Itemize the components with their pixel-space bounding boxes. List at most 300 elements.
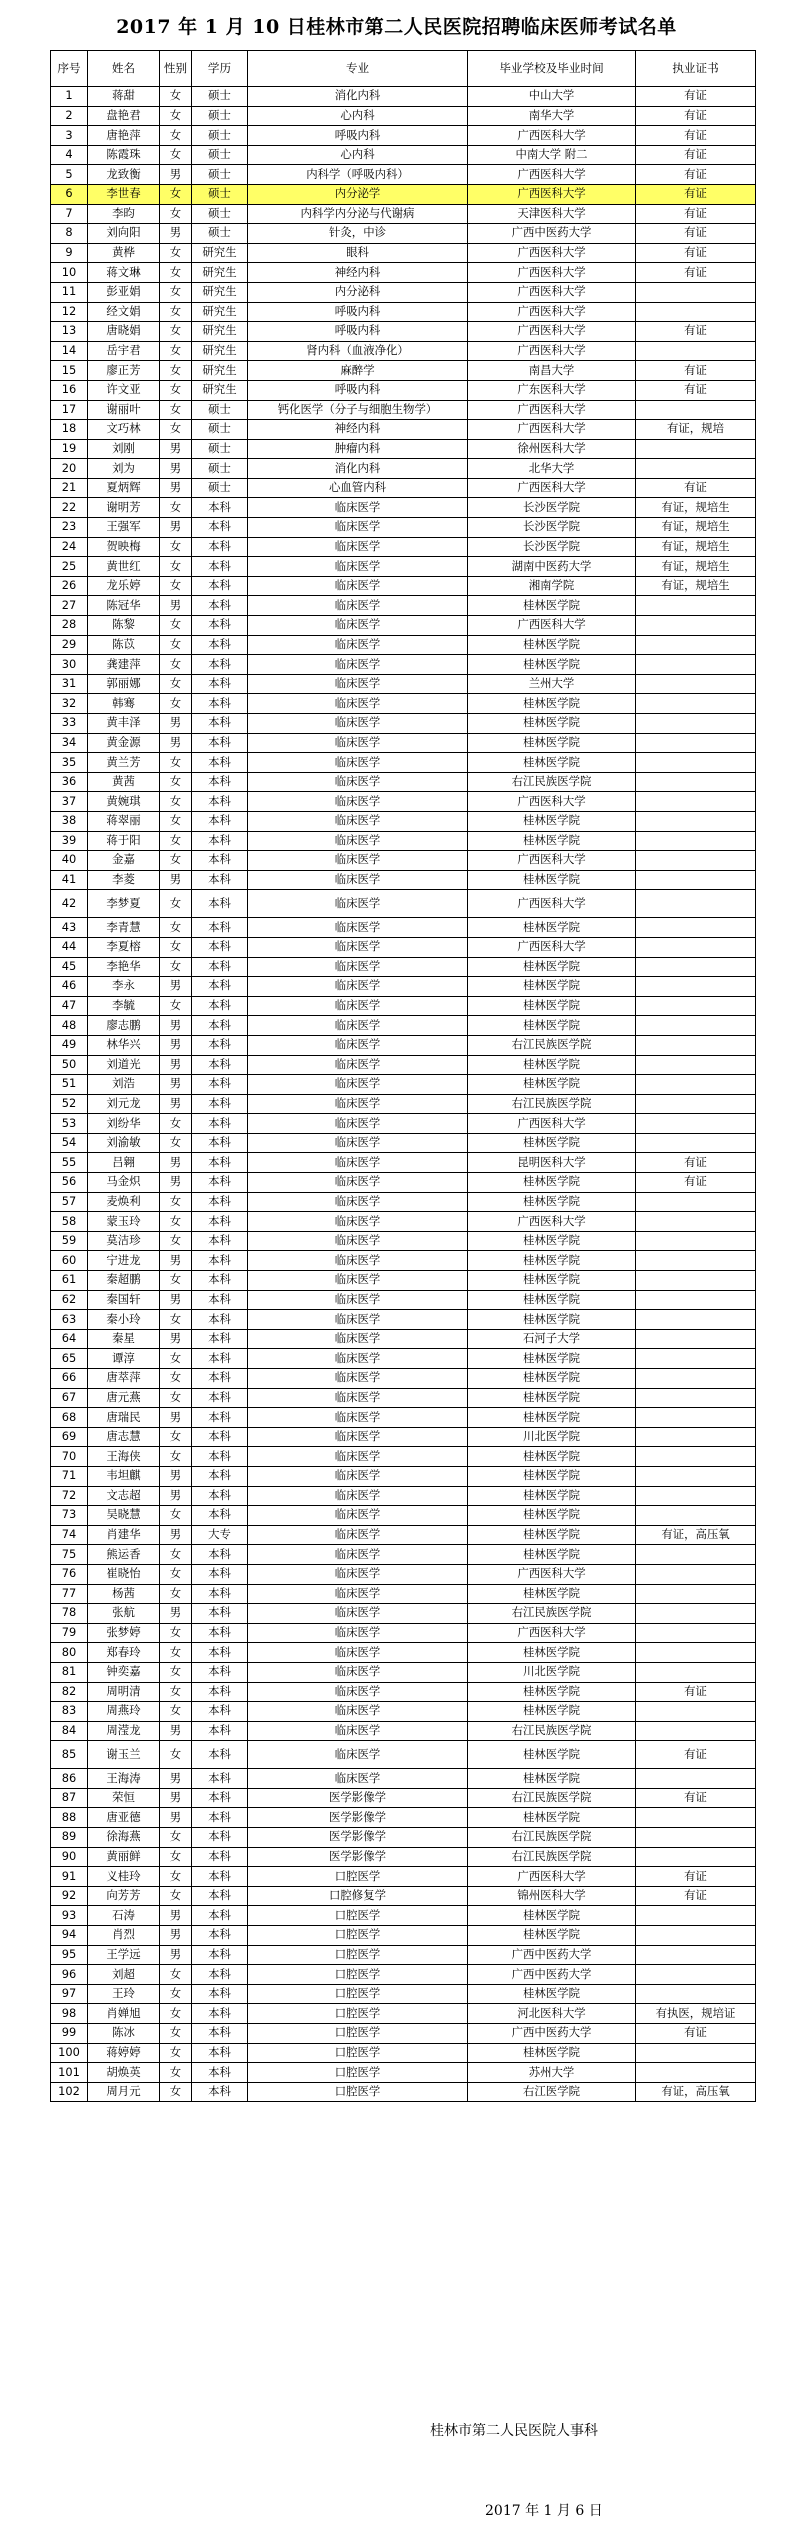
cell-gender: 男 xyxy=(160,439,192,459)
cell-gender: 男 xyxy=(160,1094,192,1114)
cell-seq: 89 xyxy=(51,1828,88,1848)
cell-degree: 本科 xyxy=(192,616,248,636)
cell-name: 韦坦麒 xyxy=(88,1466,160,1486)
cell-seq: 25 xyxy=(51,557,88,577)
cell-gender: 女 xyxy=(160,361,192,381)
cell-name: 李永 xyxy=(88,977,160,997)
cell-gender: 女 xyxy=(160,1682,192,1702)
cell-major: 内分泌学 xyxy=(248,184,468,204)
cell-degree: 硕士 xyxy=(192,87,248,107)
cell-seq: 54 xyxy=(51,1133,88,1153)
cell-degree: 研究生 xyxy=(192,263,248,283)
cell-gender: 女 xyxy=(160,1623,192,1643)
cell-school: 广西医科大学 xyxy=(468,184,636,204)
cell-license: 有证 xyxy=(636,184,756,204)
cell-degree: 本科 xyxy=(192,1192,248,1212)
cell-gender: 男 xyxy=(160,1153,192,1173)
cell-license: 有证 xyxy=(636,1153,756,1173)
cell-name: 郭丽娜 xyxy=(88,674,160,694)
cell-seq: 10 xyxy=(51,263,88,283)
cell-degree: 硕士 xyxy=(192,224,248,244)
cell-school: 桂林医学院 xyxy=(468,1545,636,1565)
table-row xyxy=(51,322,756,342)
cell-major: 临床医学 xyxy=(248,996,468,1016)
cell-license xyxy=(636,1329,756,1349)
cell-gender: 女 xyxy=(160,341,192,361)
cell-gender: 女 xyxy=(160,635,192,655)
table-row xyxy=(51,1564,756,1584)
cell-school: 桂林医学院 xyxy=(468,1055,636,1075)
cell-major: 临床医学 xyxy=(248,772,468,792)
table-row xyxy=(51,224,756,244)
cell-seq: 97 xyxy=(51,1984,88,2004)
cell-major: 临床医学 xyxy=(248,918,468,938)
cell-school: 广西医科大学 xyxy=(468,1564,636,1584)
cell-license: 有证 xyxy=(636,1173,756,1193)
table-row xyxy=(51,341,756,361)
table-row xyxy=(51,204,756,224)
cell-major: 临床医学 xyxy=(248,1035,468,1055)
cell-degree: 本科 xyxy=(192,1271,248,1291)
cell-seq: 68 xyxy=(51,1408,88,1428)
cell-school: 桂林医学院 xyxy=(468,1290,636,1310)
table-row xyxy=(51,1075,756,1095)
cell-gender: 女 xyxy=(160,1564,192,1584)
cell-major: 临床医学 xyxy=(248,655,468,675)
cell-license xyxy=(636,302,756,322)
cell-degree: 本科 xyxy=(192,918,248,938)
cell-major: 口腔医学 xyxy=(248,1926,468,1946)
cell-degree: 本科 xyxy=(192,1564,248,1584)
cell-degree: 本科 xyxy=(192,596,248,616)
table-row xyxy=(51,302,756,322)
header-seq: 序号 xyxy=(51,51,88,87)
cell-seq: 16 xyxy=(51,380,88,400)
cell-school: 川北医学院 xyxy=(468,1662,636,1682)
cell-license: 有证 xyxy=(636,106,756,126)
cell-degree: 本科 xyxy=(192,1075,248,1095)
cell-major: 内分泌科 xyxy=(248,282,468,302)
cell-license: 有证 xyxy=(636,2024,756,2044)
cell-major: 医学影像学 xyxy=(248,1808,468,1828)
cell-seq: 11 xyxy=(51,282,88,302)
cell-license: 有证 xyxy=(636,204,756,224)
cell-seq: 41 xyxy=(51,870,88,890)
table-row xyxy=(51,1290,756,1310)
cell-seq: 44 xyxy=(51,937,88,957)
cell-gender: 女 xyxy=(160,1506,192,1526)
cell-license xyxy=(636,1310,756,1330)
cell-school: 广西医科大学 xyxy=(468,243,636,263)
cell-seq: 13 xyxy=(51,322,88,342)
table-row xyxy=(51,518,756,538)
cell-name: 唐萃萍 xyxy=(88,1369,160,1389)
cell-seq: 40 xyxy=(51,851,88,871)
cell-gender: 女 xyxy=(160,1231,192,1251)
cell-major: 临床医学 xyxy=(248,1741,468,1769)
cell-school: 右江医学院 xyxy=(468,2082,636,2102)
cell-gender: 男 xyxy=(160,1906,192,1926)
cell-license xyxy=(636,831,756,851)
cell-degree: 本科 xyxy=(192,890,248,918)
cell-gender: 女 xyxy=(160,106,192,126)
cell-seq: 33 xyxy=(51,714,88,734)
header-name: 姓名 xyxy=(88,51,160,87)
cell-gender: 女 xyxy=(160,420,192,440)
cell-name: 经文娟 xyxy=(88,302,160,322)
table-row xyxy=(51,1623,756,1643)
cell-degree: 本科 xyxy=(192,1906,248,1926)
cell-name: 吴晓慧 xyxy=(88,1506,160,1526)
cell-license xyxy=(636,1114,756,1134)
table-row xyxy=(51,165,756,185)
cell-school: 桂林医学院 xyxy=(468,596,636,616)
cell-school: 广西医科大学 xyxy=(468,478,636,498)
cell-license xyxy=(636,1808,756,1828)
cell-school: 桂林医学院 xyxy=(468,1388,636,1408)
cell-license: 有证 xyxy=(636,380,756,400)
cell-major: 临床医学 xyxy=(248,1623,468,1643)
cell-seq: 66 xyxy=(51,1369,88,1389)
cell-name: 金嘉 xyxy=(88,851,160,871)
cell-degree: 本科 xyxy=(192,1094,248,1114)
cell-degree: 本科 xyxy=(192,937,248,957)
cell-name: 唐瑞民 xyxy=(88,1408,160,1428)
cell-license: 有证，规培生 xyxy=(636,557,756,577)
cell-major: 内科学（呼吸内科） xyxy=(248,165,468,185)
table-header-row xyxy=(51,51,756,87)
table-row xyxy=(51,1525,756,1545)
cell-seq: 49 xyxy=(51,1035,88,1055)
cell-gender: 女 xyxy=(160,1584,192,1604)
cell-degree: 本科 xyxy=(192,851,248,871)
cell-seq: 96 xyxy=(51,1965,88,1985)
cell-gender: 男 xyxy=(160,1075,192,1095)
cell-name: 蒋于阳 xyxy=(88,831,160,851)
cell-school: 广西医科大学 xyxy=(468,890,636,918)
cell-license xyxy=(636,937,756,957)
cell-major: 临床医学 xyxy=(248,957,468,977)
cell-license xyxy=(636,733,756,753)
cell-major: 口腔修复学 xyxy=(248,1886,468,1906)
cell-gender: 女 xyxy=(160,674,192,694)
cell-seq: 90 xyxy=(51,1847,88,1867)
cell-major: 临床医学 xyxy=(248,1466,468,1486)
cell-license: 有证 xyxy=(636,322,756,342)
cell-gender: 女 xyxy=(160,890,192,918)
table-row xyxy=(51,1545,756,1565)
cell-school: 长沙医学院 xyxy=(468,518,636,538)
cell-name: 文巧林 xyxy=(88,420,160,440)
cell-gender: 男 xyxy=(160,1788,192,1808)
cell-seq: 77 xyxy=(51,1584,88,1604)
table-row xyxy=(51,1310,756,1330)
cell-seq: 22 xyxy=(51,498,88,518)
cell-seq: 85 xyxy=(51,1741,88,1769)
cell-gender: 女 xyxy=(160,1741,192,1769)
cell-school: 桂林医学院 xyxy=(468,1192,636,1212)
table-row xyxy=(51,694,756,714)
cell-name: 黄丰泽 xyxy=(88,714,160,734)
cell-gender: 女 xyxy=(160,1847,192,1867)
cell-seq: 24 xyxy=(51,537,88,557)
cell-school: 桂林医学院 xyxy=(468,733,636,753)
cell-school: 中山大学 xyxy=(468,87,636,107)
cell-degree: 硕士 xyxy=(192,145,248,165)
cell-seq: 86 xyxy=(51,1769,88,1789)
cell-license xyxy=(636,655,756,675)
cell-school: 北华大学 xyxy=(468,459,636,479)
cell-school: 广西中医药大学 xyxy=(468,1965,636,1985)
cell-name: 王玲 xyxy=(88,1984,160,2004)
cell-degree: 本科 xyxy=(192,1506,248,1526)
cell-degree: 本科 xyxy=(192,1926,248,1946)
table-row xyxy=(51,714,756,734)
cell-degree: 本科 xyxy=(192,1035,248,1055)
cell-school: 兰州大学 xyxy=(468,674,636,694)
cell-major: 临床医学 xyxy=(248,1769,468,1789)
cell-name: 蒙玉玲 xyxy=(88,1212,160,1232)
cell-degree: 本科 xyxy=(192,1643,248,1663)
cell-license xyxy=(636,870,756,890)
cell-degree: 本科 xyxy=(192,1329,248,1349)
cell-gender: 女 xyxy=(160,302,192,322)
cell-degree: 研究生 xyxy=(192,380,248,400)
cell-seq: 19 xyxy=(51,439,88,459)
cell-school: 桂林医学院 xyxy=(468,870,636,890)
cell-major: 神经内科 xyxy=(248,263,468,283)
cell-degree: 本科 xyxy=(192,957,248,977)
cell-major: 心内科 xyxy=(248,106,468,126)
cell-degree: 本科 xyxy=(192,1965,248,1985)
cell-major: 临床医学 xyxy=(248,851,468,871)
cell-license: 有证 xyxy=(636,1788,756,1808)
cell-gender: 男 xyxy=(160,1604,192,1624)
cell-name: 廖志鹏 xyxy=(88,1016,160,1036)
cell-major: 肾内科（血液净化） xyxy=(248,341,468,361)
cell-seq: 17 xyxy=(51,400,88,420)
cell-seq: 64 xyxy=(51,1329,88,1349)
cell-license xyxy=(636,616,756,636)
cell-school: 广西医科大学 xyxy=(468,282,636,302)
cell-name: 周燕玲 xyxy=(88,1702,160,1722)
cell-gender: 女 xyxy=(160,204,192,224)
table-row xyxy=(51,1251,756,1271)
cell-school: 桂林医学院 xyxy=(468,1506,636,1526)
cell-major: 口腔医学 xyxy=(248,1965,468,1985)
table-row xyxy=(51,1486,756,1506)
cell-name: 彭亚娟 xyxy=(88,282,160,302)
cell-seq: 60 xyxy=(51,1251,88,1271)
cell-seq: 82 xyxy=(51,1682,88,1702)
cell-license xyxy=(636,1035,756,1055)
cell-degree: 本科 xyxy=(192,831,248,851)
cell-degree: 本科 xyxy=(192,1769,248,1789)
cell-major: 肿瘤内科 xyxy=(248,439,468,459)
cell-degree: 本科 xyxy=(192,2004,248,2024)
table-row xyxy=(51,1114,756,1134)
cell-major: 临床医学 xyxy=(248,831,468,851)
cell-license xyxy=(636,1506,756,1526)
cell-license xyxy=(636,1623,756,1643)
cell-name: 周月元 xyxy=(88,2082,160,2102)
table-row xyxy=(51,831,756,851)
cell-school: 桂林医学院 xyxy=(468,977,636,997)
cell-degree: 本科 xyxy=(192,1369,248,1389)
cell-license: 有证，高压氧 xyxy=(636,2082,756,2102)
cell-degree: 本科 xyxy=(192,576,248,596)
table-row xyxy=(51,870,756,890)
cell-school: 昆明医科大学 xyxy=(468,1153,636,1173)
cell-license xyxy=(636,1702,756,1722)
cell-license xyxy=(636,1486,756,1506)
cell-degree: 本科 xyxy=(192,792,248,812)
cell-major: 口腔医学 xyxy=(248,2004,468,2024)
cell-license xyxy=(636,1251,756,1271)
cell-license xyxy=(636,957,756,977)
table-row xyxy=(51,106,756,126)
cell-school: 广西医科大学 xyxy=(468,302,636,322)
cell-school: 右江民族医学院 xyxy=(468,1094,636,1114)
cell-major: 口腔医学 xyxy=(248,2063,468,2083)
cell-school: 桂林医学院 xyxy=(468,1643,636,1663)
cell-seq: 70 xyxy=(51,1447,88,1467)
cell-license xyxy=(636,1945,756,1965)
cell-license: 有证，规培 xyxy=(636,420,756,440)
cell-school: 桂林医学院 xyxy=(468,1525,636,1545)
cell-name: 王海涛 xyxy=(88,1769,160,1789)
cell-school: 南昌大学 xyxy=(468,361,636,381)
cell-seq: 87 xyxy=(51,1788,88,1808)
cell-degree: 本科 xyxy=(192,1847,248,1867)
table-row xyxy=(51,400,756,420)
cell-degree: 硕士 xyxy=(192,106,248,126)
table-row xyxy=(51,145,756,165)
table-row xyxy=(51,498,756,518)
cell-school: 桂林医学院 xyxy=(468,1231,636,1251)
cell-major: 临床医学 xyxy=(248,1525,468,1545)
cell-gender: 男 xyxy=(160,1721,192,1741)
table-row xyxy=(51,537,756,557)
cell-seq: 67 xyxy=(51,1388,88,1408)
cell-license xyxy=(636,1075,756,1095)
cell-name: 秦小玲 xyxy=(88,1310,160,1330)
cell-degree: 研究生 xyxy=(192,302,248,322)
cell-license xyxy=(636,341,756,361)
table-row xyxy=(51,1329,756,1349)
cell-degree: 本科 xyxy=(192,1945,248,1965)
cell-license xyxy=(636,977,756,997)
cell-license: 有证 xyxy=(636,87,756,107)
table-row xyxy=(51,1388,756,1408)
cell-major: 临床医学 xyxy=(248,1310,468,1330)
cell-school: 桂林医学院 xyxy=(468,1466,636,1486)
cell-seq: 63 xyxy=(51,1310,88,1330)
cell-seq: 94 xyxy=(51,1926,88,1946)
cell-school: 桂林医学院 xyxy=(468,753,636,773)
cell-school: 徐州医科大学 xyxy=(468,439,636,459)
cell-name: 莫洁珍 xyxy=(88,1231,160,1251)
cell-major: 眼科 xyxy=(248,243,468,263)
cell-degree: 本科 xyxy=(192,1584,248,1604)
cell-name: 刘超 xyxy=(88,1965,160,1985)
cell-degree: 本科 xyxy=(192,2082,248,2102)
table-row xyxy=(51,576,756,596)
table-row xyxy=(51,1584,756,1604)
cell-school: 桂林医学院 xyxy=(468,655,636,675)
cell-major: 临床医学 xyxy=(248,1094,468,1114)
cell-school: 广西医科大学 xyxy=(468,341,636,361)
cell-degree: 本科 xyxy=(192,1212,248,1232)
cell-degree: 本科 xyxy=(192,1788,248,1808)
cell-name: 向芳芳 xyxy=(88,1886,160,1906)
table-row xyxy=(51,890,756,918)
header-school: 毕业学校及毕业时间 xyxy=(468,51,636,87)
cell-degree: 本科 xyxy=(192,1886,248,1906)
cell-school: 广西医科大学 xyxy=(468,165,636,185)
cell-major: 口腔医学 xyxy=(248,2043,468,2063)
cell-gender: 女 xyxy=(160,2004,192,2024)
cell-school: 锦州医科大学 xyxy=(468,1886,636,1906)
cell-seq: 74 xyxy=(51,1525,88,1545)
cell-major: 临床医学 xyxy=(248,1408,468,1428)
cell-school: 桂林医学院 xyxy=(468,1486,636,1506)
table-row xyxy=(51,1212,756,1232)
cell-license xyxy=(636,1906,756,1926)
cell-name: 唐元燕 xyxy=(88,1388,160,1408)
cell-school: 广西医科大学 xyxy=(468,420,636,440)
cell-name: 谢玉兰 xyxy=(88,1741,160,1769)
cell-name: 蒋婷婷 xyxy=(88,2043,160,2063)
cell-name: 贺映梅 xyxy=(88,537,160,557)
cell-seq: 36 xyxy=(51,772,88,792)
cell-degree: 硕士 xyxy=(192,165,248,185)
cell-name: 蒋翠丽 xyxy=(88,811,160,831)
table-row xyxy=(51,918,756,938)
cell-gender: 女 xyxy=(160,1886,192,1906)
cell-school: 湘南学院 xyxy=(468,576,636,596)
cell-degree: 本科 xyxy=(192,1427,248,1447)
cell-seq: 61 xyxy=(51,1271,88,1291)
cell-degree: 本科 xyxy=(192,1133,248,1153)
cell-license xyxy=(636,1604,756,1624)
cell-gender: 女 xyxy=(160,322,192,342)
cell-major: 口腔医学 xyxy=(248,1906,468,1926)
table-row xyxy=(51,243,756,263)
cell-gender: 女 xyxy=(160,1349,192,1369)
cell-seq: 80 xyxy=(51,1643,88,1663)
cell-school: 长沙医学院 xyxy=(468,498,636,518)
cell-seq: 34 xyxy=(51,733,88,753)
cell-seq: 100 xyxy=(51,2043,88,2063)
cell-gender: 女 xyxy=(160,243,192,263)
cell-name: 黄兰芳 xyxy=(88,753,160,773)
cell-seq: 72 xyxy=(51,1486,88,1506)
cell-degree: 本科 xyxy=(192,1349,248,1369)
cell-license xyxy=(636,1192,756,1212)
cell-degree: 本科 xyxy=(192,655,248,675)
cell-license: 有证，规培生 xyxy=(636,537,756,557)
cell-gender: 女 xyxy=(160,1133,192,1153)
cell-license xyxy=(636,1408,756,1428)
cell-degree: 研究生 xyxy=(192,282,248,302)
cell-seq: 23 xyxy=(51,518,88,538)
cell-name: 徐海燕 xyxy=(88,1828,160,1848)
cell-gender: 男 xyxy=(160,459,192,479)
table-row xyxy=(51,478,756,498)
cell-gender: 女 xyxy=(160,263,192,283)
cell-degree: 本科 xyxy=(192,635,248,655)
